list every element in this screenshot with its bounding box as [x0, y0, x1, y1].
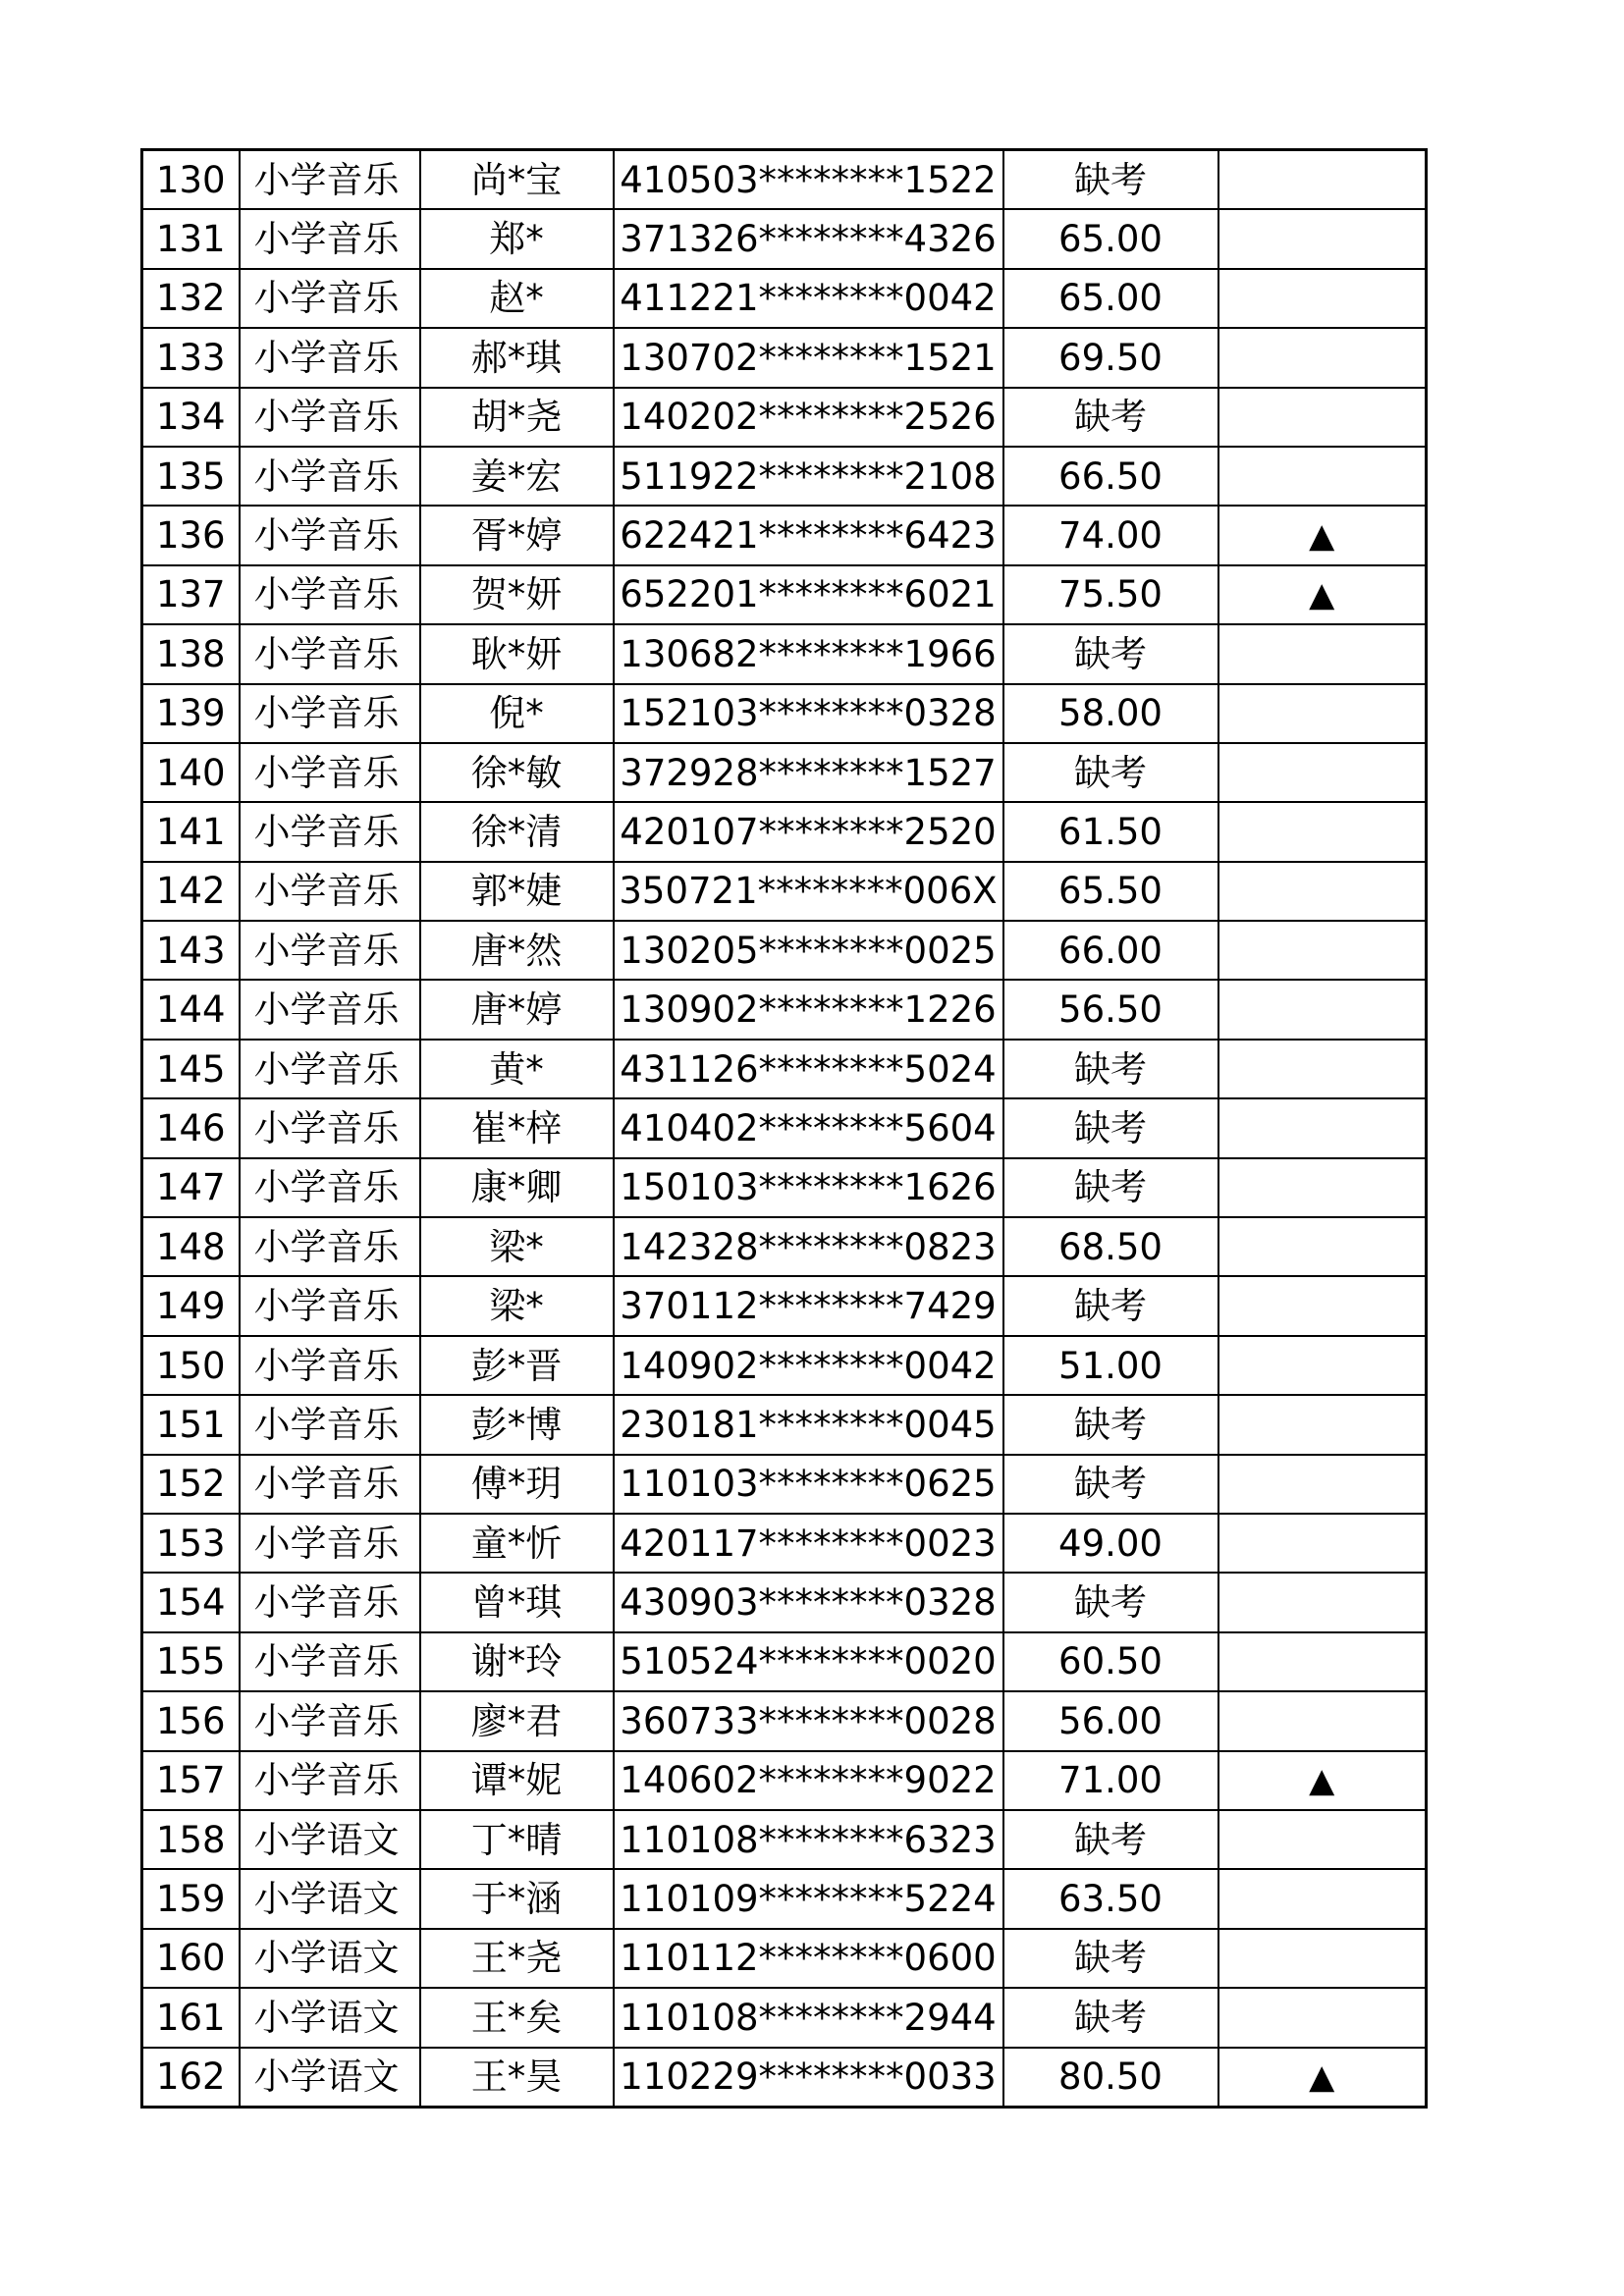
mark-cell	[1218, 980, 1427, 1039]
mark-cell: ▲	[1218, 1751, 1427, 1810]
row-number: 131	[142, 209, 240, 268]
mark-cell	[1218, 624, 1427, 683]
score-cell: 58.00	[1003, 684, 1218, 743]
row-number: 153	[142, 1514, 240, 1573]
score-cell: 缺考	[1003, 1929, 1218, 1988]
id-number: 511922********2108	[614, 447, 1003, 506]
score-cell: 66.50	[1003, 447, 1218, 506]
row-number: 146	[142, 1098, 240, 1157]
table-row	[142, 921, 1427, 980]
score-cell: 缺考	[1003, 1158, 1218, 1217]
subject-cell: 小学语文	[240, 1869, 420, 1928]
mark-cell: ▲	[1218, 506, 1427, 564]
subject-cell: 小学音乐	[240, 269, 420, 328]
results-table	[140, 148, 1428, 2109]
table-row	[142, 1988, 1427, 2047]
mark-cell	[1218, 1395, 1427, 1454]
id-number: 510524********0020	[614, 1632, 1003, 1691]
row-number: 132	[142, 269, 240, 328]
id-number: 431126********5024	[614, 1040, 1003, 1098]
score-cell: 缺考	[1003, 743, 1218, 802]
subject-cell: 小学音乐	[240, 624, 420, 683]
table-row	[142, 1869, 1427, 1928]
id-number: 140602********9022	[614, 1751, 1003, 1810]
candidate-name: 彭*晋	[420, 1336, 614, 1395]
candidate-name: 王*矣	[420, 1988, 614, 2047]
mark-cell	[1218, 209, 1427, 268]
table-row	[142, 1514, 1427, 1573]
score-cell: 缺考	[1003, 1810, 1218, 1869]
id-number: 130902********1226	[614, 980, 1003, 1039]
id-number: 110108********6323	[614, 1810, 1003, 1869]
table-row	[142, 980, 1427, 1039]
row-number: 130	[142, 150, 240, 210]
candidate-name: 胥*婷	[420, 506, 614, 564]
mark-cell	[1218, 328, 1427, 387]
mark-cell: ▲	[1218, 2048, 1427, 2108]
candidate-name: 胡*尧	[420, 388, 614, 447]
table-row	[142, 1040, 1427, 1098]
table-row	[142, 802, 1427, 861]
table-row	[142, 862, 1427, 921]
table-row	[142, 1810, 1427, 1869]
candidate-name: 倪*	[420, 684, 614, 743]
score-cell: 71.00	[1003, 1751, 1218, 1810]
candidate-name: 梁*	[420, 1276, 614, 1335]
row-number: 162	[142, 2048, 240, 2108]
mark-cell	[1218, 743, 1427, 802]
subject-cell: 小学音乐	[240, 862, 420, 921]
score-cell: 68.50	[1003, 1217, 1218, 1276]
candidate-name: 赵*	[420, 269, 614, 328]
subject-cell: 小学音乐	[240, 328, 420, 387]
row-number: 140	[142, 743, 240, 802]
table-row	[142, 150, 1427, 210]
row-number: 152	[142, 1455, 240, 1514]
table-body	[142, 150, 1427, 2108]
score-cell: 51.00	[1003, 1336, 1218, 1395]
mark-cell	[1218, 1810, 1427, 1869]
score-cell: 56.00	[1003, 1691, 1218, 1750]
score-cell: 缺考	[1003, 1040, 1218, 1098]
id-number: 130205********0025	[614, 921, 1003, 980]
mark-cell	[1218, 1514, 1427, 1573]
mark-cell	[1218, 1276, 1427, 1335]
candidate-name: 康*卿	[420, 1158, 614, 1217]
candidate-name: 傅*玥	[420, 1455, 614, 1514]
subject-cell: 小学音乐	[240, 1040, 420, 1098]
row-number: 136	[142, 506, 240, 564]
table-row	[142, 388, 1427, 447]
subject-cell: 小学音乐	[240, 980, 420, 1039]
subject-cell: 小学音乐	[240, 1751, 420, 1810]
table-row	[142, 1217, 1427, 1276]
score-cell: 80.50	[1003, 2048, 1218, 2108]
table-row	[142, 1751, 1427, 1810]
id-number: 420107********2520	[614, 802, 1003, 861]
score-cell: 65.00	[1003, 209, 1218, 268]
score-cell: 60.50	[1003, 1632, 1218, 1691]
subject-cell: 小学音乐	[240, 684, 420, 743]
candidate-name: 唐*然	[420, 921, 614, 980]
row-number: 144	[142, 980, 240, 1039]
row-number: 143	[142, 921, 240, 980]
row-number: 160	[142, 1929, 240, 1988]
mark-cell	[1218, 447, 1427, 506]
mark-cell	[1218, 269, 1427, 328]
row-number: 147	[142, 1158, 240, 1217]
row-number: 149	[142, 1276, 240, 1335]
subject-cell: 小学音乐	[240, 743, 420, 802]
subject-cell: 小学音乐	[240, 802, 420, 861]
id-number: 370112********7429	[614, 1276, 1003, 1335]
row-number: 135	[142, 447, 240, 506]
row-number: 150	[142, 1336, 240, 1395]
score-cell: 61.50	[1003, 802, 1218, 861]
id-number: 140202********2526	[614, 388, 1003, 447]
subject-cell: 小学音乐	[240, 1098, 420, 1157]
id-number: 110108********2944	[614, 1988, 1003, 2047]
subject-cell: 小学语文	[240, 1929, 420, 1988]
id-number: 230181********0045	[614, 1395, 1003, 1454]
subject-cell: 小学音乐	[240, 209, 420, 268]
row-number: 148	[142, 1217, 240, 1276]
id-number: 652201********6021	[614, 565, 1003, 624]
score-cell: 65.00	[1003, 269, 1218, 328]
mark-cell	[1218, 1632, 1427, 1691]
subject-cell: 小学音乐	[240, 921, 420, 980]
table-row	[142, 1336, 1427, 1395]
mark-cell	[1218, 862, 1427, 921]
score-cell: 66.00	[1003, 921, 1218, 980]
id-number: 372928********1527	[614, 743, 1003, 802]
table-row	[142, 1573, 1427, 1631]
row-number: 142	[142, 862, 240, 921]
score-cell: 缺考	[1003, 388, 1218, 447]
table-row	[142, 506, 1427, 564]
table-row	[142, 2048, 1427, 2108]
table-row	[142, 624, 1427, 683]
subject-cell: 小学音乐	[240, 1395, 420, 1454]
table-row	[142, 1691, 1427, 1750]
id-number: 110109********5224	[614, 1869, 1003, 1928]
score-cell: 49.00	[1003, 1514, 1218, 1573]
candidate-name: 谢*玲	[420, 1632, 614, 1691]
mark-cell	[1218, 1869, 1427, 1928]
candidate-name: 于*涵	[420, 1869, 614, 1928]
id-number: 140902********0042	[614, 1336, 1003, 1395]
score-cell: 缺考	[1003, 150, 1218, 210]
score-cell: 74.00	[1003, 506, 1218, 564]
id-number: 410503********1522	[614, 150, 1003, 210]
score-cell: 65.50	[1003, 862, 1218, 921]
row-number: 141	[142, 802, 240, 861]
subject-cell: 小学音乐	[240, 1217, 420, 1276]
mark-cell	[1218, 684, 1427, 743]
table-row	[142, 1632, 1427, 1691]
subject-cell: 小学音乐	[240, 506, 420, 564]
id-number: 420117********0023	[614, 1514, 1003, 1573]
mark-cell	[1218, 1929, 1427, 1988]
row-number: 133	[142, 328, 240, 387]
table-row	[142, 565, 1427, 624]
mark-cell	[1218, 921, 1427, 980]
candidate-name: 唐*婷	[420, 980, 614, 1039]
id-number: 110229********0033	[614, 2048, 1003, 2108]
subject-cell: 小学音乐	[240, 1158, 420, 1217]
score-cell: 缺考	[1003, 1395, 1218, 1454]
mark-cell	[1218, 1040, 1427, 1098]
id-number: 142328********0823	[614, 1217, 1003, 1276]
candidate-name: 郝*琪	[420, 328, 614, 387]
candidate-name: 廖*君	[420, 1691, 614, 1750]
row-number: 158	[142, 1810, 240, 1869]
subject-cell: 小学语文	[240, 1810, 420, 1869]
row-number: 139	[142, 684, 240, 743]
candidate-name: 耿*妍	[420, 624, 614, 683]
mark-cell	[1218, 1158, 1427, 1217]
id-number: 410402********5604	[614, 1098, 1003, 1157]
mark-cell	[1218, 1988, 1427, 2047]
subject-cell: 小学音乐	[240, 1455, 420, 1514]
subject-cell: 小学音乐	[240, 1573, 420, 1631]
id-number: 622421********6423	[614, 506, 1003, 564]
subject-cell: 小学语文	[240, 1988, 420, 2047]
candidate-name: 黄*	[420, 1040, 614, 1098]
subject-cell: 小学音乐	[240, 1514, 420, 1573]
id-number: 130682********1966	[614, 624, 1003, 683]
row-number: 155	[142, 1632, 240, 1691]
id-number: 152103********0328	[614, 684, 1003, 743]
candidate-name: 尚*宝	[420, 150, 614, 210]
mark-cell	[1218, 1573, 1427, 1631]
candidate-name: 徐*清	[420, 802, 614, 861]
row-number: 134	[142, 388, 240, 447]
candidate-name: 梁*	[420, 1217, 614, 1276]
subject-cell: 小学音乐	[240, 150, 420, 210]
subject-cell: 小学音乐	[240, 1632, 420, 1691]
row-number: 154	[142, 1573, 240, 1631]
id-number: 130702********1521	[614, 328, 1003, 387]
table-row	[142, 1455, 1427, 1514]
row-number: 138	[142, 624, 240, 683]
candidate-name: 姜*宏	[420, 447, 614, 506]
candidate-name: 王*尧	[420, 1929, 614, 1988]
row-number: 156	[142, 1691, 240, 1750]
table-row	[142, 1276, 1427, 1335]
table-row	[142, 447, 1427, 506]
mark-cell	[1218, 150, 1427, 210]
candidate-name: 王*昊	[420, 2048, 614, 2108]
table-row	[142, 1929, 1427, 1988]
row-number: 151	[142, 1395, 240, 1454]
table-row	[142, 1098, 1427, 1157]
score-cell: 缺考	[1003, 1276, 1218, 1335]
id-number: 430903********0328	[614, 1573, 1003, 1631]
mark-cell	[1218, 802, 1427, 861]
candidate-name: 曾*琪	[420, 1573, 614, 1631]
id-number: 360733********0028	[614, 1691, 1003, 1750]
subject-cell: 小学音乐	[240, 1336, 420, 1395]
row-number: 161	[142, 1988, 240, 2047]
mark-cell	[1218, 1336, 1427, 1395]
score-cell: 75.50	[1003, 565, 1218, 624]
row-number: 145	[142, 1040, 240, 1098]
mark-cell	[1218, 388, 1427, 447]
mark-cell	[1218, 1455, 1427, 1514]
subject-cell: 小学音乐	[240, 565, 420, 624]
subject-cell: 小学语文	[240, 2048, 420, 2108]
subject-cell: 小学音乐	[240, 1276, 420, 1335]
subject-cell: 小学音乐	[240, 388, 420, 447]
subject-cell: 小学音乐	[240, 1691, 420, 1750]
mark-cell	[1218, 1217, 1427, 1276]
candidate-name: 丁*晴	[420, 1810, 614, 1869]
score-cell: 缺考	[1003, 1573, 1218, 1631]
score-cell: 缺考	[1003, 1098, 1218, 1157]
candidate-name: 郭*婕	[420, 862, 614, 921]
candidate-name: 谭*妮	[420, 1751, 614, 1810]
score-cell: 缺考	[1003, 1455, 1218, 1514]
id-number: 150103********1626	[614, 1158, 1003, 1217]
score-cell: 63.50	[1003, 1869, 1218, 1928]
candidate-name: 崔*梓	[420, 1098, 614, 1157]
table-row	[142, 743, 1427, 802]
candidate-name: 贺*妍	[420, 565, 614, 624]
id-number: 350721********006X	[614, 862, 1003, 921]
table-row	[142, 328, 1427, 387]
candidate-name: 彭*博	[420, 1395, 614, 1454]
candidate-name: 徐*敏	[420, 743, 614, 802]
score-cell: 56.50	[1003, 980, 1218, 1039]
mark-cell: ▲	[1218, 565, 1427, 624]
id-number: 110112********0600	[614, 1929, 1003, 1988]
score-cell: 缺考	[1003, 1988, 1218, 2047]
id-number: 110103********0625	[614, 1455, 1003, 1514]
table-row	[142, 1158, 1427, 1217]
candidate-name: 郑*	[420, 209, 614, 268]
mark-cell	[1218, 1691, 1427, 1750]
id-number: 371326********4326	[614, 209, 1003, 268]
subject-cell: 小学音乐	[240, 447, 420, 506]
score-cell: 69.50	[1003, 328, 1218, 387]
table-row	[142, 684, 1427, 743]
mark-cell	[1218, 1098, 1427, 1157]
table-row	[142, 269, 1427, 328]
table-row	[142, 1395, 1427, 1454]
row-number: 157	[142, 1751, 240, 1810]
row-number: 137	[142, 565, 240, 624]
row-number: 159	[142, 1869, 240, 1928]
id-number: 411221********0042	[614, 269, 1003, 328]
score-cell: 缺考	[1003, 624, 1218, 683]
table-row	[142, 209, 1427, 268]
candidate-name: 童*忻	[420, 1514, 614, 1573]
